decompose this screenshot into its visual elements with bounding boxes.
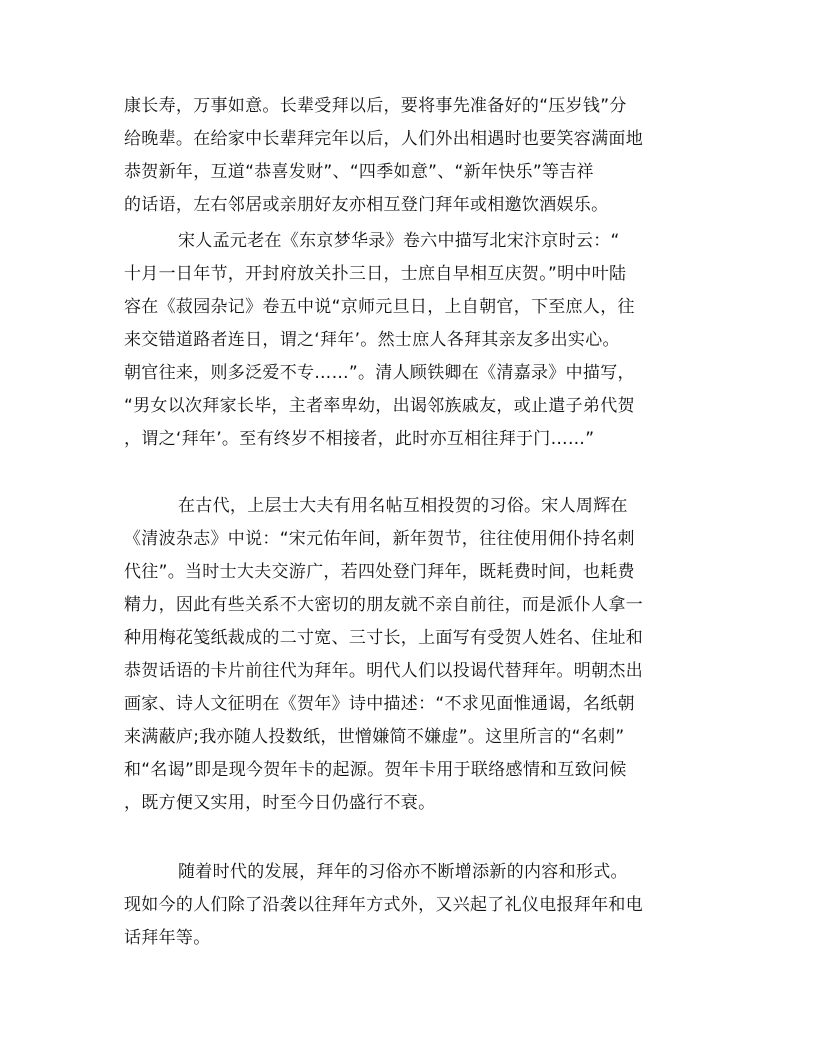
text-line: 来满蔽庐;我亦随人投数纸，世憎嫌简不嫌虚”。这里所言的“名刺” — [124, 727, 625, 747]
paragraph-start-line: 在古代，上层士大夫有用名帖互相投贺的习俗。宋人周辉在 — [178, 496, 628, 516]
text-line: 种用梅花笺纸裁成的二寸宽、三寸长，上面写有受贺人姓名、住址和 — [124, 628, 643, 648]
text-line: 恭贺话语的卡片前往代为拜年。明代人们以投谒代替拜年。明朝杰出 — [124, 661, 643, 681]
text-line: 朝官往来，则多泛爱不专……”。清人顾铁卿在《清嘉录》中描写， — [124, 363, 635, 383]
text-line: 容在《菽园杂记》卷五中说“京师元旦日，上自朝官，下至庶人，往 — [124, 297, 635, 317]
text-line: ，既方便又实用，时至今日仍盛行不衰。 — [124, 793, 436, 813]
text-line: 恭贺新年，互道“恭喜发财”、“四季如意”、“新年快乐”等吉祥 — [124, 162, 594, 182]
text-line: 《清波杂志》中说：“宋元佑年间，新年贺节，往往使用佣仆持名刺 — [124, 529, 635, 549]
text-line: 给晚辈。在给家中长辈拜完年以后，人们外出相遇时也要笑容满面地 — [124, 129, 643, 149]
text-line: 代往”。当时士大夫交游广，若四处登门拜年，既耗费时间，也耗费 — [124, 562, 635, 582]
text-line: 来交错道路者连日，谓之‘拜年’。然士庶人各拜其亲友多出实心。 — [124, 330, 620, 350]
text-line: 现如今的人们除了沿袭以往拜年方式外，又兴起了礼仪电报拜年和电 — [124, 895, 643, 915]
text-line: “男女以次拜家长毕，主者率卑幼，出谒邻族戚友，或止遣子弟代贺 — [124, 396, 635, 416]
text-line: 画家、诗人文征明在《贺年》诗中描述：“不求见面惟通谒，名纸朝 — [124, 694, 635, 714]
text-line: 的话语，左右邻居或亲朋好友亦相互登门拜年或相邀饮酒娱乐。 — [124, 195, 609, 215]
text-line: 康长寿，万事如意。长辈受拜以后，要将事先准备好的“压岁钱”分 — [124, 96, 627, 116]
text-line: ，谓之‘拜年’。至有终岁不相接者，此时亦互相往拜于门……” — [124, 429, 595, 449]
text-line: 精力，因此有些关系不大密切的朋友就不亲自前往，而是派仆人拿一 — [124, 595, 643, 615]
text-line: 话拜年等。 — [124, 928, 211, 948]
paragraph-start-line: 随着时代的发展，拜年的习俗亦不断增添新的内容和形式。 — [178, 862, 628, 882]
text-line: 十月一日年节，开封府放关扑三日，士庶自早相互庆贺。”明中叶陆 — [124, 264, 627, 284]
text-line: 和“名谒”即是现今贺年卡的起源。贺年卡用于联络感情和互致问候 — [124, 760, 627, 780]
paragraph-start-line: 宋人孟元老在《东京梦华录》卷六中描写北宋汴京时云：“ — [178, 231, 620, 251]
